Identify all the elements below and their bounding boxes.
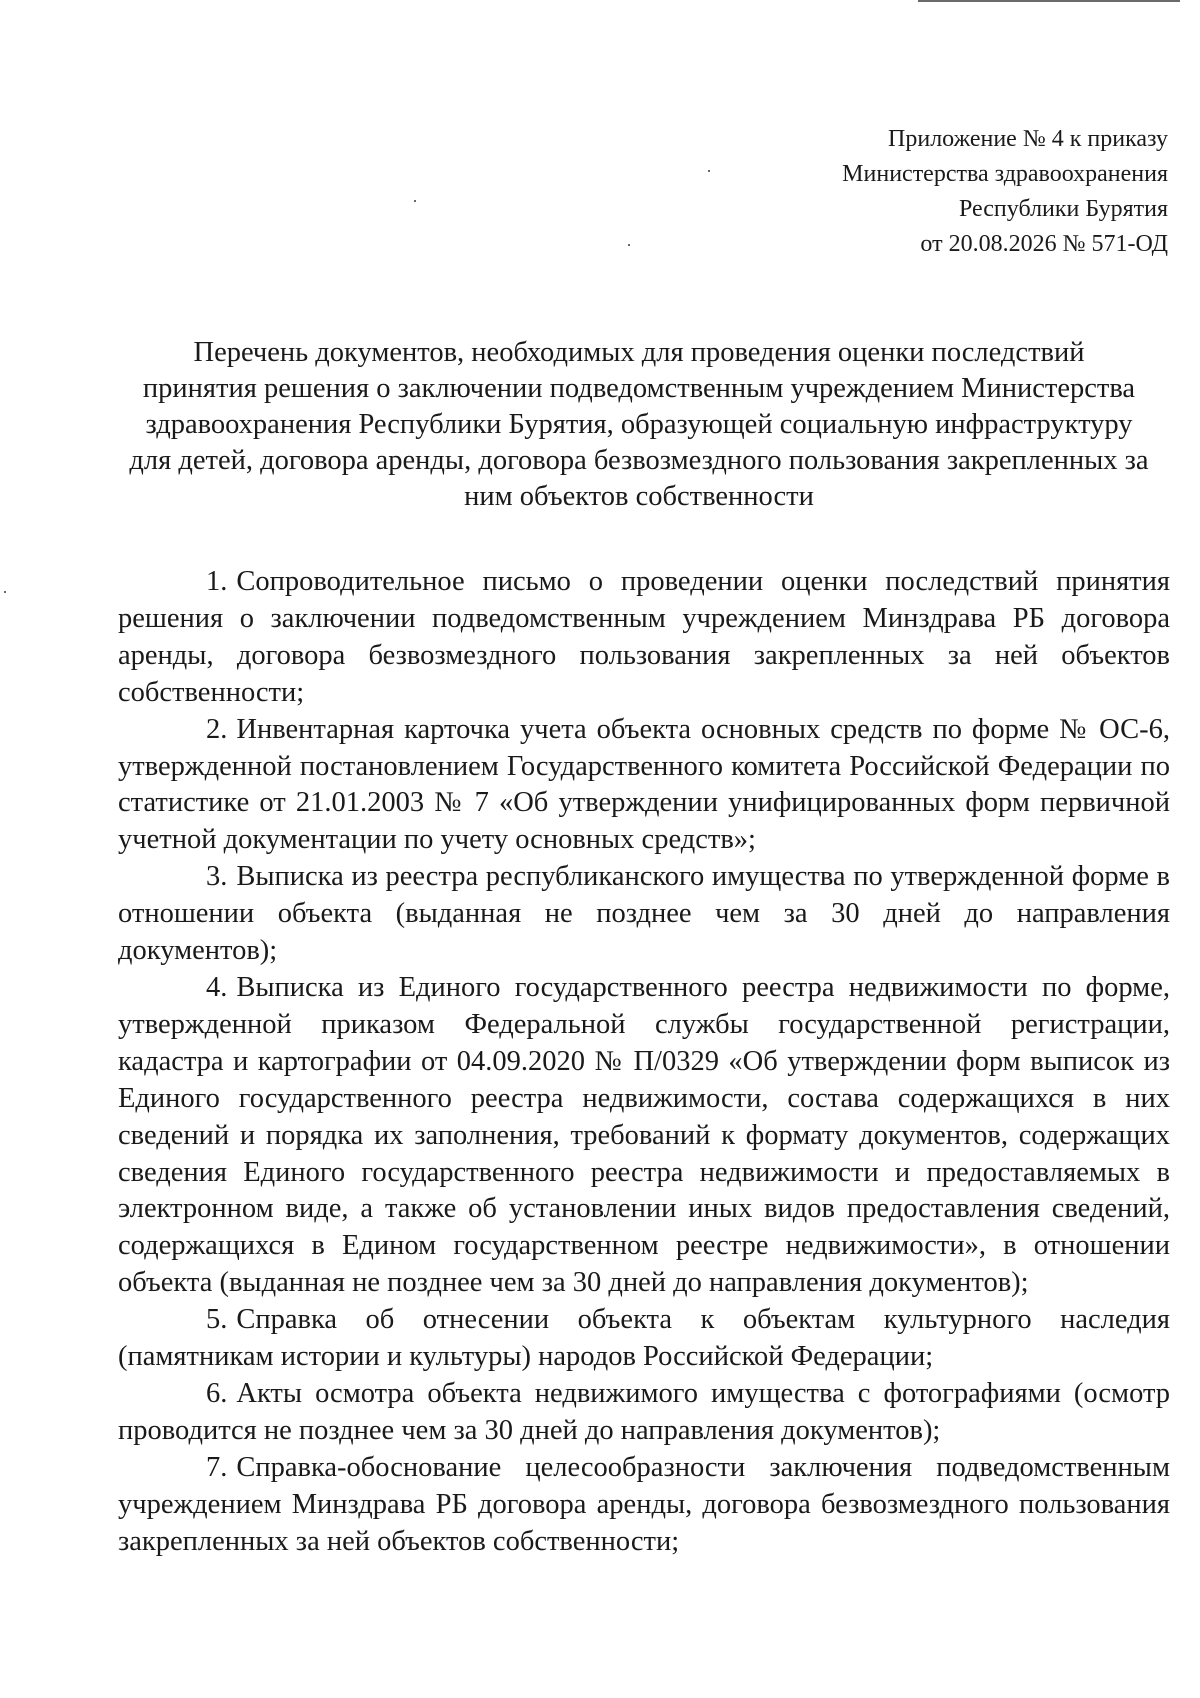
item-text: Справка об отнесении объекта к объектам культурного наследия (памятникам истории и культуры) народов Российской Федерации; xyxy=(118,1304,1170,1373)
list-item xyxy=(118,1302,1170,1376)
list-item xyxy=(118,859,1170,970)
item-text: Акты осмотра объекта недвижимого имущества с фотографиями (осмотр проводится не позднее чем за 30 дней до направления документов); xyxy=(118,1377,1170,1446)
list-item xyxy=(118,970,1170,1302)
scan-speck xyxy=(708,170,710,172)
item-text: Сопроводительное письмо о проведении оценки последствий принятия решения о заключении подведомственным учреждением Минздрава РБ договора аренды, договора безвозмездного пользования закрепленных за ней объектов собственности; xyxy=(118,566,1170,708)
item-text: Выписка из Единого государственного реестра недвижимости по форме, утвержденной приказом Федеральной службы государственной регистрации, кадастра и картографии от 04.09.2020 № П/0329 «Об утверждении форм выписок из Единого государственного реестра недвижимости, состава содержащихся в них сведений и порядка их заполнения, требований к формату документов, содержащих сведения Единого государственного реестра недвижимости и предоставляемых в электронном виде, а также об установлении иных видов предоставления сведений, содержащихся в Едином государственном реестре недвижимости», в отношении объекта (выданная не позднее чем за 30 дней до направления документов); xyxy=(118,971,1170,1299)
item-number: 2. xyxy=(206,713,228,745)
item-number: 1. xyxy=(206,566,228,597)
title-line: принятия решения о заключении подведомственным учреждением Министерства xyxy=(142,373,1136,404)
title-line: Перечень документов, необходимых для проведения оценки последствий xyxy=(193,337,1085,368)
list-item xyxy=(118,564,1170,712)
annex-line: Республики Бурятия xyxy=(959,196,1168,222)
item-number: 5. xyxy=(206,1304,228,1336)
document-list xyxy=(118,564,1170,1560)
item-text: Инвентарная карточка учета объекта основных средств по форме № ОС-6, утвержденной постановлением Государственного комитета Российской Федерации по статистике от 21.01.2003 № 7 «Об утверждении унифицированных форм первичной учетной документации по учету основных средств»; xyxy=(118,713,1170,856)
item-number: 6. xyxy=(206,1377,228,1409)
annex-header xyxy=(842,122,1168,262)
scan-speck xyxy=(628,244,630,246)
list-item xyxy=(118,1376,1170,1450)
list-item xyxy=(118,1450,1170,1561)
item-number: 3. xyxy=(206,861,228,893)
annex-date-line: от 20.08.2026 № 571-ОД xyxy=(920,231,1168,257)
list-item xyxy=(118,712,1170,860)
item-number: 7. xyxy=(206,1451,228,1483)
item-number: 4. xyxy=(206,971,228,1003)
annex-line: Министерства здравоохранения xyxy=(842,161,1168,187)
title-line: для детей, договора аренды, договора безвозмездного пользования закрепленных за xyxy=(129,445,1149,476)
scan-speck xyxy=(4,591,6,593)
item-text: Выписка из реестра республиканского имущества по утвержденной форме в отношении объекта (выданная не позднее чем за 30 дней до направления документов); xyxy=(118,861,1170,967)
title-line: ним объектов собственности xyxy=(464,481,814,512)
item-text: Справка-обоснование целесообразности заключения подведомственным учреждением Минздрава РБ договора аренды, договора безвозмездного пользования закрепленных за ней объектов собственности; xyxy=(118,1451,1170,1557)
document-title xyxy=(110,335,1168,515)
scan-edge-mark xyxy=(918,0,1180,2)
scan-speck xyxy=(414,200,416,202)
annex-line: Приложение № 4 к приказу xyxy=(888,126,1168,152)
title-line: здравоохранения Республики Бурятия, образующей социальную инфраструктуру xyxy=(145,409,1133,440)
